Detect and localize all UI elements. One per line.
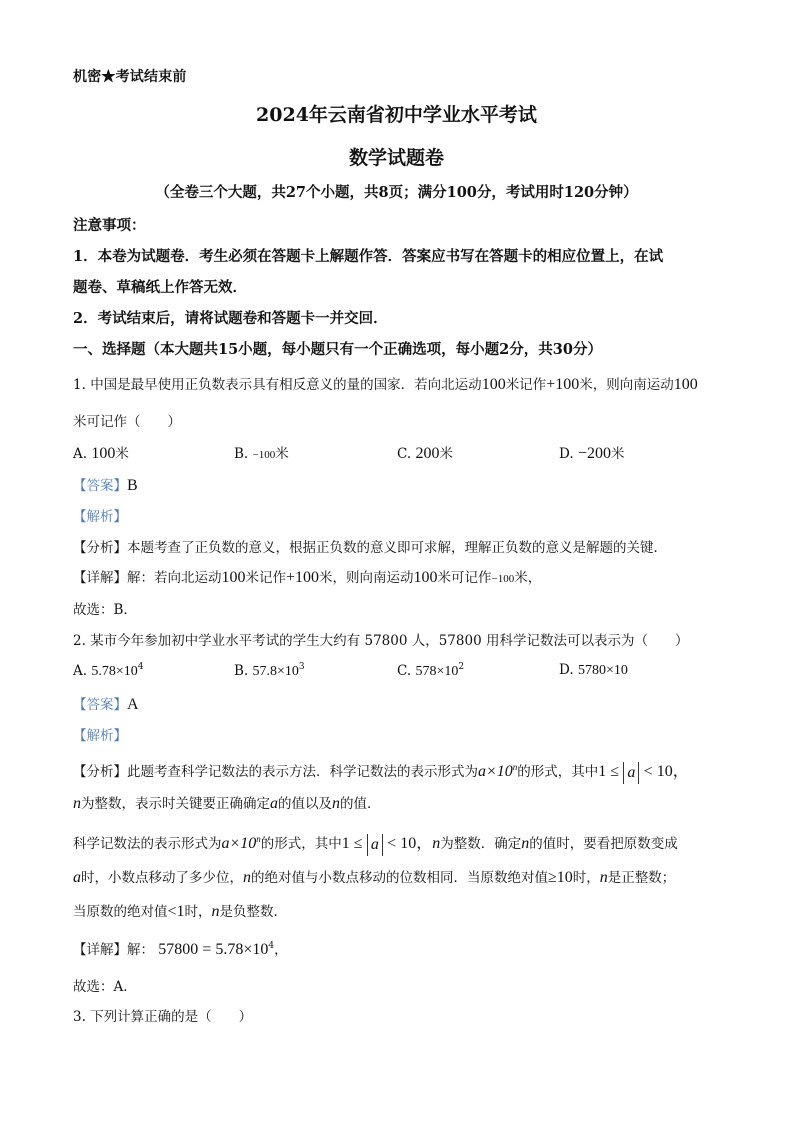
question-2-explanation-line-3 <box>73 900 287 921</box>
stem-text: 某市今年参加初中学业水平考试的学生大约有 57800 人，57800 用科学记数法可以表示为（ ） <box>90 633 689 649</box>
xiangjie-label: 【详解】 <box>73 942 127 958</box>
question-1-xiangjie <box>73 566 541 587</box>
question-number: 3. <box>73 1009 86 1025</box>
answer-label: 【答案】 <box>73 697 127 713</box>
question-2-xiangjie <box>73 938 288 959</box>
stem-text: 米，则向南运动 <box>579 377 674 393</box>
question-1-option-c[interactable] <box>397 442 453 463</box>
fenxi-text: 本题考查了正负数的意义，根据正负数的意义即可求解，理解正负数的意义是解题的关键． <box>127 540 667 556</box>
explanation-text: 的值时，要看把原数变成 <box>529 836 678 852</box>
inequality: < 10， <box>643 763 689 780</box>
explanation-text: 当原数的绝对值 <box>73 904 168 920</box>
variable: a <box>270 795 278 812</box>
variable: n <box>211 903 220 920</box>
answer-value: A <box>127 696 139 713</box>
confidential-label: 机密★考试结束前 <box>73 69 187 85</box>
variable: n <box>73 795 81 812</box>
question-2-answer <box>73 693 139 714</box>
option-unit: 米 <box>115 446 129 462</box>
option-letter: C. <box>397 663 412 679</box>
question-1-fenxi <box>73 536 667 556</box>
question-1-option-a[interactable] <box>73 442 129 463</box>
option-exponent: 4 <box>137 662 144 672</box>
notes-heading: 注意事项： <box>73 217 146 234</box>
option-value: 5780×10 <box>577 663 628 678</box>
question-1-stem-line-1 <box>73 373 698 394</box>
section-1-heading: 一、选择题（本大题共15小题，每小题只有一个正确选项，每小题2分，共30分） <box>73 341 602 358</box>
formula-exponent: n <box>512 762 518 772</box>
stem-text: 下列计算正确的是（ ） <box>90 1009 253 1025</box>
xiangjie-number: 100 <box>221 569 246 586</box>
inequality: <1 <box>167 903 185 920</box>
xiangjie-text: 米可记作 <box>437 570 492 586</box>
question-2-explanation-line-2 <box>73 866 675 887</box>
question-1-stem-line-2: 米可记作（ ） <box>73 414 181 430</box>
option-letter: D. <box>559 446 574 462</box>
explanation-text: 是负整数． <box>219 904 288 920</box>
xiangjie-text: ， <box>274 942 288 958</box>
option-value: 100 <box>91 445 116 462</box>
variable: n <box>599 869 608 886</box>
question-2-fenxi-line-1 <box>73 758 689 784</box>
inequality: 1 ≤ <box>598 763 620 780</box>
question-2-explanation-line-1 <box>73 830 678 856</box>
absolute-value: a <box>623 762 639 784</box>
exam-info: （全卷三个大题，共27个小题，共8页；满分100分，考试用时120分钟） <box>155 184 638 201</box>
fenxi-label: 【分析】 <box>73 540 127 556</box>
question-2-analysis-label: 【解析】 <box>73 728 127 744</box>
option-value: −200 <box>577 445 611 462</box>
xiangjie-number: −100 <box>491 573 515 585</box>
exam-title: 2024年云南省初中学业水平考试 <box>256 104 537 126</box>
option-letter: B. <box>234 446 249 462</box>
stem-number: +100 <box>546 376 580 393</box>
formula: a×10 <box>221 835 257 852</box>
variable: n <box>521 835 530 852</box>
xiangjie-text: 解： <box>127 942 154 958</box>
explanation-text: 是正整数； <box>607 870 676 886</box>
option-value: 200 <box>415 445 440 462</box>
question-2-option-b[interactable] <box>234 662 305 680</box>
stem-text: 中国是最早使用正负数表示具有相反意义的量的国家．若向北运动 <box>90 377 482 393</box>
xiangjie-text: 解：若向北运动 <box>127 570 222 586</box>
question-2-option-d[interactable] <box>559 662 628 679</box>
answer-value: B <box>127 477 138 494</box>
fenxi-text: 的值以及 <box>278 796 332 812</box>
variable: n <box>243 869 251 886</box>
question-1-option-d[interactable] <box>559 442 624 463</box>
question-3-stem <box>73 1005 252 1025</box>
question-2-stem <box>73 629 688 649</box>
exam-subtitle: 数学试题卷 <box>348 147 444 169</box>
variable: a <box>73 869 81 886</box>
question-number: 1. <box>73 377 86 393</box>
explanation-text: 时，小数点移动了多少位， <box>81 870 243 886</box>
notes-item-1-line-2: 题卷、草稿纸上作答无效． <box>73 279 247 296</box>
option-value: 5.78×10 <box>91 664 138 679</box>
xiangjie-label: 【详解】 <box>73 570 127 586</box>
xiangjie-text: 米记作 <box>245 570 286 586</box>
fenxi-text: 此题考查科学记数法的表示方法．科学记数法的表示形式为 <box>127 764 478 780</box>
formula: 57800 = 5.78×10 <box>158 941 269 958</box>
question-2-conclusion: 故选：A． <box>73 979 137 995</box>
question-2-option-c[interactable] <box>397 662 464 680</box>
option-exponent: 2 <box>458 662 465 672</box>
option-letter: B. <box>234 663 249 679</box>
notes-item-2: 2．考试结束后，请将试题卷和答题卡一并交回． <box>73 310 388 327</box>
inequality: 1 ≤ <box>341 835 363 852</box>
explanation-text: 科学记数法的表示形式为 <box>73 836 222 852</box>
notes-item-1-line-1: 1．本卷为试题卷．考生必须在答题卡上解题作答．答案应书写在答题卡的相应位置上，在试 <box>73 248 664 265</box>
explanation-text: 的绝对值与小数点移动的位数相同．当原数绝对值 <box>251 870 548 886</box>
option-unit: 米 <box>275 446 289 462</box>
question-1-answer <box>73 474 138 495</box>
answer-label: 【答案】 <box>73 478 127 494</box>
question-2-option-a[interactable] <box>73 662 143 680</box>
variable: n <box>332 795 340 812</box>
xiangjie-text: 米，则向南运动 <box>319 570 414 586</box>
option-value: −100 <box>252 449 276 461</box>
stem-text: 米记作 <box>505 377 547 393</box>
inequality: < 10， <box>387 835 433 852</box>
fenxi-text: 为整数，表示时关键要正确确定 <box>81 796 270 812</box>
option-letter: A. <box>73 446 88 462</box>
explanation-text: 为整数．确定 <box>440 836 522 852</box>
option-letter: D. <box>559 662 574 678</box>
xiangjie-number: 100 <box>413 569 438 586</box>
option-value: 578×10 <box>415 664 459 679</box>
formula-exponent: n <box>256 834 261 844</box>
variable: n <box>432 835 441 852</box>
absolute-value: a <box>367 834 383 856</box>
explanation-text: 时， <box>184 904 212 920</box>
question-1-option-b[interactable] <box>234 442 289 462</box>
inequality: ≥10 <box>548 869 573 886</box>
option-exponent: 3 <box>298 662 305 672</box>
question-number: 2. <box>73 633 86 649</box>
formula-exponent: 4 <box>268 941 275 951</box>
fenxi-label: 【分析】 <box>73 764 127 780</box>
question-2-fenxi-line-2 <box>73 792 381 813</box>
option-unit: 米 <box>610 446 625 462</box>
stem-number: 100 <box>673 376 698 393</box>
option-letter: A. <box>73 663 88 679</box>
explanation-text: 的形式，其中 <box>260 836 342 852</box>
question-1-analysis-label: 【解析】 <box>73 509 127 525</box>
option-unit: 米 <box>439 446 453 462</box>
stem-number: 100 <box>481 376 506 393</box>
option-value: 57.8×10 <box>252 664 299 679</box>
formula: a×10 <box>478 763 513 780</box>
xiangjie-number: +100 <box>286 569 320 586</box>
xiangjie-text: 米， <box>514 570 542 586</box>
question-1-conclusion: 故选：B． <box>73 602 137 618</box>
option-letter: C. <box>397 446 412 462</box>
fenxi-text: 的值． <box>340 796 381 812</box>
fenxi-text: 的形式，其中 <box>517 764 599 780</box>
explanation-text: 时， <box>572 870 600 886</box>
